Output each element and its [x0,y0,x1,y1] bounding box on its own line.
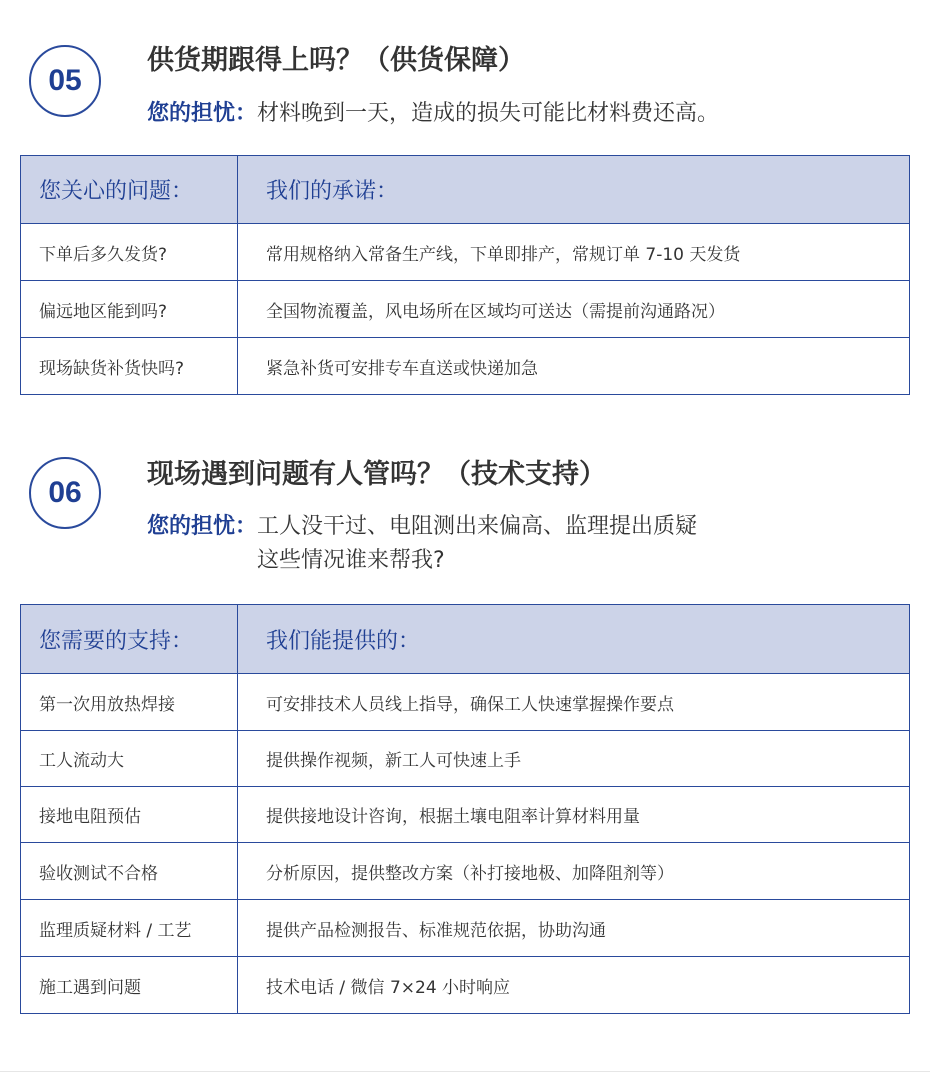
table-row [21,674,910,731]
section-title: 供货期跟得上吗？（供货保障） [147,45,525,76]
question-cell: 下单后多久发货? [21,224,238,281]
answer-cell: 紧急补货可安排专车直送或快递加急 [238,338,910,395]
question-cell: 工人流动大 [21,731,238,787]
question-cell: 监理质疑材料 / 工艺 [21,900,238,957]
table-row [21,900,910,957]
answer-cell: 提供产品检测报告、标准规范依据，协助沟通 [238,900,910,957]
table-row [21,731,910,787]
answer-cell: 技术电话 / 微信 7×24 小时响应 [238,957,910,1014]
table-row [21,787,910,843]
supply-table [20,155,910,395]
table-header-answer: 我们的承诺： [238,156,910,224]
support-table [20,604,910,1014]
table-row [21,843,910,900]
question-cell: 偏远地区能到吗? [21,281,238,338]
concern-label: 您的担忧： [147,514,258,539]
answer-cell: 提供接地设计咨询，根据土壤电阻率计算材料用量 [238,787,910,843]
table-row [21,281,910,338]
answer-cell: 常用规格纳入常备生产线，下单即排产，常规订单 7-10 天发货 [238,224,910,281]
question-cell: 验收测试不合格 [21,843,238,900]
table-header-question: 您关心的问题： [21,156,238,224]
table-header-answer: 我们能提供的： [238,605,910,674]
question-cell: 现场缺货补货快吗? [21,338,238,395]
table-header-row [21,156,910,224]
table-header-row [21,605,910,674]
section-number-badge: 06 [29,457,101,529]
question-cell: 第一次用放热焊接 [21,674,238,731]
question-cell: 施工遇到问题 [21,957,238,1014]
bottom-divider [0,1071,930,1072]
table-row [21,338,910,395]
table-row [21,957,910,1014]
question-cell: 接地电阻预估 [21,787,238,843]
concern-line [147,510,697,578]
section-number-badge: 05 [29,45,101,117]
table-header-question: 您需要的支持： [21,605,238,674]
concern-text: 工人没干过、电阻测出来偏高、监理提出质疑 这些情况谁来帮我? [257,514,698,573]
concern-label: 您的担忧： [147,101,258,126]
answer-cell: 提供操作视频，新工人可快速上手 [238,731,910,787]
answer-cell: 全国物流覆盖，风电场所在区域均可送达（需提前沟通路况） [238,281,910,338]
concern-line [147,97,719,131]
concern-text: 材料晚到一天，造成的损失可能比材料费还高。 [257,101,720,126]
answer-cell: 可安排技术人员线上指导，确保工人快速掌握操作要点 [238,674,910,731]
table-row [21,224,910,281]
section-title: 现场遇到问题有人管吗？（技术支持） [147,459,606,490]
answer-cell: 分析原因，提供整改方案（补打接地极、加降阻剂等） [238,843,910,900]
